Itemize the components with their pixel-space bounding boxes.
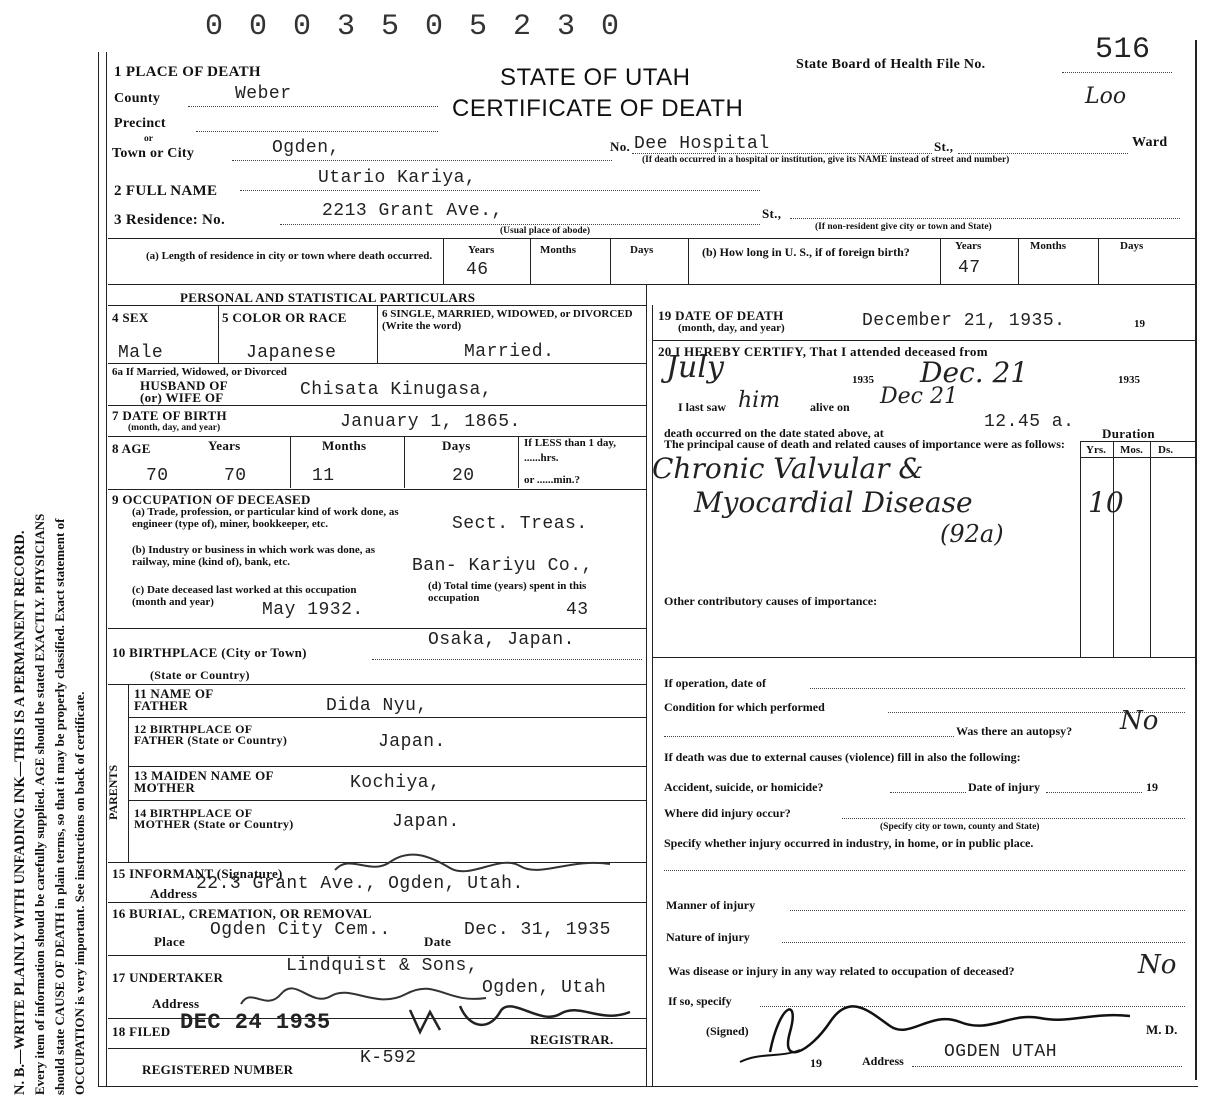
burial-label: 16 BURIAL, CREMATION, OR REMOVAL xyxy=(112,906,372,921)
filed-stamp: DEC 24 1935 xyxy=(180,1010,331,1035)
contributory-label: Other contributory causes of importance: xyxy=(664,594,878,608)
operation-date-label: If operation, date of xyxy=(664,676,766,690)
margin-note-3: should state CAUSE OF DEATH in plain terms, so that it may be properly classified. Exact statement of xyxy=(52,518,67,1095)
residence-value: 2213 Grant Ave., xyxy=(322,201,503,221)
autopsy-label: Was there an autopsy? xyxy=(956,724,1073,738)
injury-date-label: Date of injury xyxy=(968,780,1040,794)
us-years: 47 xyxy=(958,258,981,278)
duration-yrs: Yrs. xyxy=(1086,444,1106,456)
age-years-header: Years xyxy=(208,438,241,453)
dob-label: 7 DATE OF BIRTH xyxy=(112,408,227,423)
mother-birthplace-label: 14 BIRTHPLACE OF MOTHER (State or Country) xyxy=(134,806,294,831)
undertaker-address: Ogden, Utah xyxy=(482,978,607,998)
physician-address: OGDEN UTAH xyxy=(944,1042,1058,1062)
cause-label: The principal cause of death and related causes of importance were as follows: xyxy=(664,437,1065,451)
mother-name-label: 13 MAIDEN NAME OF MOTHER xyxy=(134,768,274,795)
birthplace-value: Osaka, Japan. xyxy=(428,630,575,650)
board-file-label: State Board of Health File No. xyxy=(796,57,986,72)
residence-years: 46 xyxy=(466,260,489,280)
signed-label: (Signed) xyxy=(706,1024,749,1038)
related-label: Was disease or injury in any way related to occupation of deceased? xyxy=(668,964,1015,978)
external-causes-label: If death was due to external causes (violence) fill in also the following: xyxy=(664,750,1021,764)
date-of-death-sub: (month, day, and year) xyxy=(678,322,785,334)
alive-hand: Dec 21 xyxy=(880,384,958,409)
injury-year: 19 xyxy=(1146,780,1158,794)
date-of-death-label: 19 DATE OF DEATH xyxy=(658,308,784,323)
occupation-c-value: May 1932. xyxy=(262,600,364,620)
age-label: 8 AGE xyxy=(112,441,151,456)
mother-birthplace: Japan. xyxy=(392,812,460,832)
duration-mos: Mos. xyxy=(1120,444,1143,456)
father-name: Dida Nyu, xyxy=(326,696,428,716)
last-saw-label: I last saw xyxy=(678,400,727,414)
registered-number-label: REGISTERED NUMBER xyxy=(142,1062,294,1077)
burial-place-label: Place xyxy=(154,934,186,949)
age-days: 20 xyxy=(452,466,475,486)
specify-injury-label: Specify whether injury occurred in industry, in home, or in public place. xyxy=(664,836,1034,850)
occupation-a-value: Sect. Treas. xyxy=(452,514,588,534)
duration-ds: Ds. xyxy=(1158,444,1173,456)
personal-header: PERSONAL AND STATISTICAL PARTICULARS xyxy=(180,290,476,305)
cause-line-1: Chronic Valvular & xyxy=(652,452,924,485)
occupation-c-label: (c) Date deceased last worked at this occupation (month and year) xyxy=(132,584,357,608)
age-days-header: Days xyxy=(442,438,471,453)
us-months-header: Months xyxy=(1030,240,1067,252)
full-name-value: Utario Kariya, xyxy=(318,168,477,188)
place-of-death-label: 1 PLACE OF DEATH xyxy=(114,64,261,80)
autopsy-answer: No xyxy=(1120,706,1159,736)
occupation-b-label: (b) Industry or business in which work was done, as railway, mine (kind of), bank, etc. xyxy=(132,544,376,568)
margin-note-1: N. B.—WRITE PLAINLY WITH UNFADING INK—THIS IS A PERMANENT RECORD. xyxy=(12,530,28,1095)
registrar-label: REGISTRAR. xyxy=(530,1032,614,1047)
informant-address-label: Address xyxy=(150,886,198,901)
us-days-header: Days xyxy=(1120,240,1144,252)
spouse-label-a: 6a If Married, Widowed, or Divorced xyxy=(112,366,287,378)
accident-label: Accident, suicide, or homicide? xyxy=(664,780,824,794)
attended-year-a: 1935 xyxy=(852,374,874,386)
md-label: M. D. xyxy=(1146,1022,1178,1037)
dob-value: January 1, 1865. xyxy=(340,412,521,432)
burial-date-label: Date xyxy=(424,934,452,949)
signed-year: 19 xyxy=(810,1056,822,1070)
attended-year-b: 1935 xyxy=(1118,374,1140,386)
occupation-label: 9 OCCUPATION OF DECEASED xyxy=(112,492,311,507)
usual-abode-note: (Usual place of abode) xyxy=(500,226,590,236)
state-title: STATE OF UTAH xyxy=(500,64,691,91)
registered-number: K-592 xyxy=(360,1048,417,1068)
street-label: St., xyxy=(934,139,954,154)
age-printed: 70 xyxy=(146,466,169,486)
length-residence-label: (a) Length of residence in city or town where death occurred. xyxy=(146,250,433,262)
years-header: Years xyxy=(468,244,495,256)
less-than-label: If LESS than 1 day, ......hrs. xyxy=(524,437,617,464)
file-note: Loo xyxy=(1085,84,1127,109)
burial-date: Dec. 31, 1935 xyxy=(464,920,611,940)
dob-sub: (month, day, and year) xyxy=(128,423,221,433)
mother-name: Kochiya, xyxy=(350,773,441,793)
certify-label: 20 I HEREBY CERTIFY, That I attended deceased from xyxy=(658,344,988,359)
precinct-label: Precinct xyxy=(114,116,166,131)
residence-label: 3 Residence: No. xyxy=(114,212,226,228)
informant-address: 22.3 Grant Ave., Ogden, Utah. xyxy=(196,874,524,894)
serial-number: 0 0 0 3 5 0 5 2 3 0 xyxy=(205,10,624,44)
county-label: County xyxy=(114,91,161,106)
hospital-value: Dee Hospital xyxy=(634,134,770,154)
cause-duration: 10 xyxy=(1088,486,1124,519)
nonresident-note: (If non-resident give city or town and State) xyxy=(815,222,992,232)
where-injury-label: Where did injury occur? xyxy=(664,806,791,820)
us-years-header: Years xyxy=(955,240,982,252)
no-label: No. xyxy=(610,139,631,154)
date-of-death: December 21, 1935. xyxy=(862,311,1066,331)
time-of-death: 12.45 a. xyxy=(984,412,1075,432)
occurred-label: death occurred on the date stated above, at xyxy=(664,426,884,440)
physician-address-label: Address xyxy=(862,1054,904,1068)
birthplace-sub: (State or Country) xyxy=(150,668,250,682)
duration-label: Duration xyxy=(1102,426,1155,441)
nature-label: Nature of injury xyxy=(666,930,750,944)
undertaker-address-label: Address xyxy=(152,996,200,1011)
father-birthplace-label: 12 BIRTHPLACE OF FATHER (State or Country) xyxy=(134,722,288,747)
condition-label: Condition for which performed xyxy=(664,700,825,714)
occupation-d-value: 43 xyxy=(566,600,589,620)
occupation-a-label: (a) Trade, profession, or particular kind of work done, as engineer (type of), miner, bookkeeper, etc. xyxy=(132,506,399,530)
margin-note-4: OCCUPATION is very important. See instructions on back of certificate. xyxy=(72,691,87,1095)
marital-value: Married. xyxy=(464,342,555,362)
undertaker-label: 17 UNDERTAKER xyxy=(112,970,224,985)
manner-label: Manner of injury xyxy=(666,898,756,912)
last-saw-hand: him xyxy=(738,388,781,413)
sex-label: 4 SEX xyxy=(112,310,149,325)
spouse-value: Chisata Kinugasa, xyxy=(300,380,493,400)
filed-label: 18 FILED xyxy=(112,1024,171,1039)
town-value: Ogden, xyxy=(272,138,340,158)
town-label: Town or City xyxy=(112,146,195,161)
us-length-label: (b) How long in U. S., if of foreign birth? xyxy=(702,245,910,259)
race-value: Japanese xyxy=(246,343,337,363)
attended-to: Dec. 21 xyxy=(920,356,1029,389)
less-than-min: or ......min.? xyxy=(524,474,581,486)
related-answer: No xyxy=(1138,950,1177,980)
days-header: Days xyxy=(630,244,654,256)
father-birthplace: Japan. xyxy=(378,732,446,752)
file-number: 516 xyxy=(1095,33,1151,67)
occupation-d-label: (d) Total time (years) spent in this occupation xyxy=(428,580,587,604)
spouse-label-b: HUSBAND OF xyxy=(140,378,228,393)
alive-label: alive on xyxy=(810,400,850,414)
father-name-label: 11 NAME OF FATHER xyxy=(134,686,214,713)
margin-note-2: Every item of information should be carefully supplied. AGE should be stated EXACTLY. PHYSICIANS xyxy=(32,513,47,1095)
race-label: 5 COLOR OR RACE xyxy=(222,310,347,325)
hospital-note: (If death occurred in a hospital or institution, give its NAME instead of street and number) xyxy=(642,155,1010,165)
ward-label: Ward xyxy=(1132,135,1168,150)
cause-line-2: Myocardial Disease xyxy=(694,486,973,519)
full-name-label: 2 FULL NAME xyxy=(114,183,218,199)
attended-from: July xyxy=(666,350,724,385)
burial-place: Ogden City Cem.. xyxy=(210,920,391,940)
if-so-label: If so, specify xyxy=(668,994,732,1008)
informant-label: 15 INFORMANT (Signature) xyxy=(112,866,283,881)
birthplace-label: 10 BIRTHPLACE (City or Town) xyxy=(112,645,307,660)
residence-street-label: St., xyxy=(762,206,782,221)
where-injury-sub: (Specify city or town, county and State) xyxy=(880,822,1040,832)
marital-label: 6 SINGLE, MARRIED, WIDOWED, or DIVORCED (Write the word) xyxy=(382,308,633,332)
county-value: Weber xyxy=(235,84,292,104)
occupation-b-value: Ban- Kariyu Co., xyxy=(412,556,593,576)
parents-label: PARENTS xyxy=(106,764,120,820)
age-months: 11 xyxy=(312,466,335,486)
months-header: Months xyxy=(540,244,577,256)
sex-value: Male xyxy=(118,343,164,363)
age-years: 70 xyxy=(224,466,247,486)
spouse-label-c: (or) WIFE OF xyxy=(140,390,224,405)
certificate-title: CERTIFICATE OF DEATH xyxy=(452,95,744,122)
undertaker-value: Lindquist & Sons, xyxy=(286,956,479,976)
or-label: or xyxy=(144,134,153,144)
date-of-death-year: 19 xyxy=(1134,318,1145,330)
physician-signature xyxy=(700,992,1140,1072)
cause-code: (92a) xyxy=(940,520,1004,548)
age-months-header: Months xyxy=(322,438,367,453)
